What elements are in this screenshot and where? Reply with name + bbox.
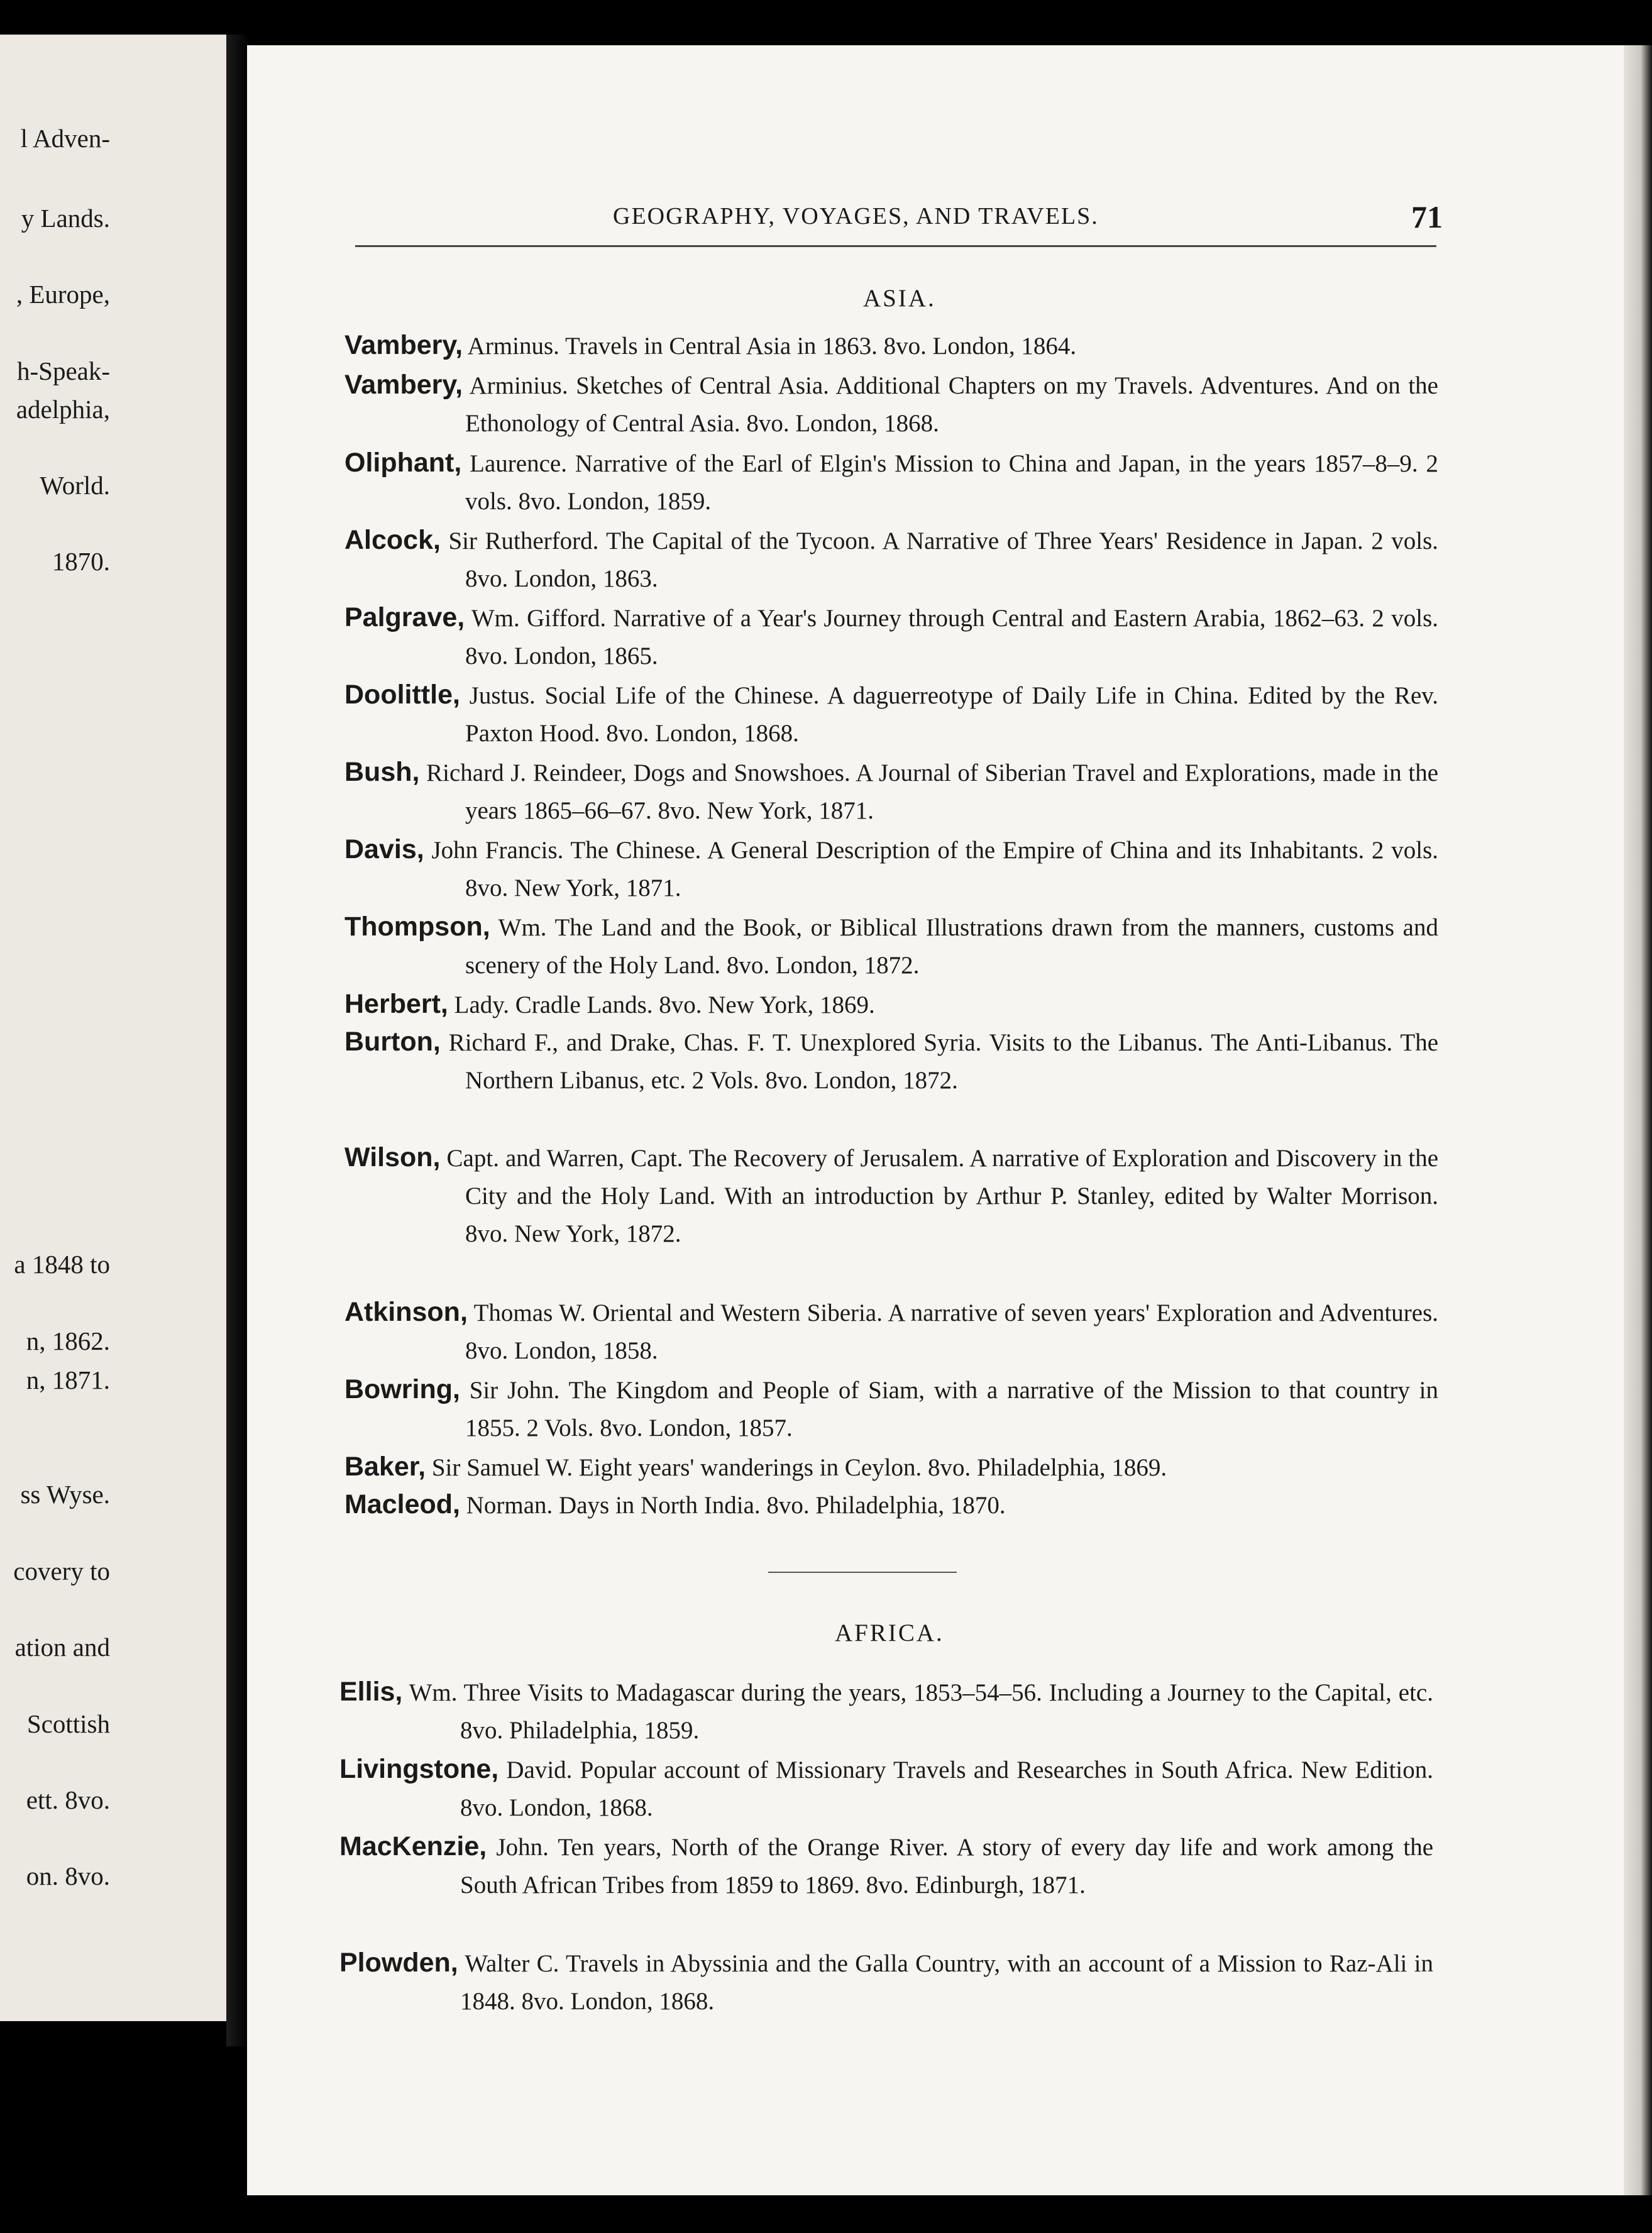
left-page-text: h-Speak- [16,356,110,385]
entry-author: Vambery, [344,330,463,360]
entry-author: Thompson, [344,912,490,942]
left-page-text: l Adven- [20,124,110,153]
entry-author: Burton, [344,1027,441,1057]
entry-text: Arminus. Travels in Central Asia in 1863. 8vo. London, 1864. [467,333,1077,360]
entry-text: Wm. The Land and the Book, or Biblical Illustrations drawn from the manners, customs and scenery of the Holy Land. 8vo. London, 1872. [465,914,1438,979]
entry-text: Wm. Three Visits to Madagascar during the years, 1853–54–56. Including a Journey to the Capital, etc. 8vo. Philadelphia, 1859. [409,1679,1433,1744]
left-page-text: ss Wyse. [20,1480,110,1509]
bibliography-entry [339,1750,1433,1827]
left-page-text: World. [40,471,110,500]
entry-text: Sir John. The Kingdom and People of Siam, with a narrative of the Mission to that country in 1855. 2 Vols. 8vo. London, 1857. [465,1377,1438,1442]
entry-text: Wm. Gifford. Narrative of a Year's Journey through Central and Eastern Arabia, 1862–63. 2 vols. 8vo. London, 1865. [465,605,1439,670]
entry-text: Richard F., and Drake, Chas. F. T. Unexplored Syria. Visits to the Libanus. The Anti-Libanus. The Northern Libanus, etc. 2 Vols. 8vo. London, 1872. [448,1029,1439,1094]
bibliography-entry [344,985,1438,1024]
page-number: 71 [1411,199,1443,234]
facing-page-fragment [0,35,226,2021]
left-page-text: y Lands. [21,204,110,233]
entry-text: Sir Samuel W. Eight years' wanderings in Ceylon. 8vo. Philadelphia, 1869. [431,1454,1167,1481]
entry-author: Plowden, [339,1948,458,1978]
left-page-text: on. 8vo. [26,1861,110,1890]
entry-text: Richard J. Reindeer, Dogs and Snowshoes. A Journal of Siberian Travel and Explorations, made in the years 1865–66–67. 8vo. New York, 1871. [426,759,1439,824]
entry-text: Capt. and Warren, Capt. The Recovery of Jerusalem. A narrative of Exploration and Discovery in the City and the Holy Land. With an introduction by Arthur P. Stanley, edited by Walter Morrison. 8vo. New York, 1872. [446,1145,1439,1247]
entry-author: Vambery, [344,370,463,400]
left-page-text: , Europe, [16,280,110,309]
entry-text: Thomas W. Oriental and Western Siberia. A narrative of seven years' Exploration and Adventures. 8vo. London, 1858. [465,1299,1439,1364]
entry-author: Bush, [344,757,420,787]
entry-author: Livingstone, [339,1754,499,1784]
bibliography-entry [344,1139,1438,1253]
book-gutter [226,35,248,2046]
section-heading-asia: ASIA. [863,285,936,312]
bibliography-entry [344,1293,1438,1370]
entry-author: Davis, [344,834,424,864]
bibliography-entry [344,1448,1438,1487]
left-page-text: adelphia, [16,395,110,424]
bibliography-entry [344,366,1438,443]
bibliography-entry [344,444,1438,521]
left-page-text: a 1848 to [14,1250,110,1279]
bibliography-entry [339,1944,1433,2021]
left-page-text: ett. 8vo. [26,1785,110,1814]
left-page-text: covery to [13,1557,110,1585]
bibliography-entry [344,753,1438,830]
entry-author: Atkinson, [344,1297,468,1327]
left-page-text: 1870. [52,547,110,576]
entry-text: Arminius. Sketches of Central Asia. Additional Chapters on my Travels. Adventures. And on the Ethonology of Central Asia. 8vo. London, 1868. [465,372,1438,437]
entry-author: Herbert, [344,989,448,1019]
bibliography-entry [344,1023,1438,1100]
entry-author: Bowring, [344,1374,460,1404]
entry-text: Norman. Days in North India. 8vo. Philadelphia, 1870. [466,1492,1006,1519]
bibliography-entry [344,676,1438,753]
left-page-text: Scottish [26,1709,110,1738]
entry-text: Walter C. Travels in Abyssinia and the Galla Country, with an account of a Mission to Raz-Ali in 1848. 8vo. London, 1868. [460,1950,1434,2015]
entry-text: David. Popular account of Missionary Travels and Researches in South Africa. New Edition. 8vo. London, 1868. [460,1756,1433,1821]
left-page-text: n, 1862. [26,1326,110,1355]
left-page-text: n, 1871. [26,1365,110,1394]
entry-author: Oliphant, [344,448,462,478]
entry-text: Lady. Cradle Lands. 8vo. New York, 1869. [454,991,875,1018]
bibliography-entry [344,1370,1438,1447]
entry-text: Justus. Social Life of the Chinese. A daguerreotype of Daily Life in China. Edited by the Rev. Paxton Hood. 8vo. London, 1868. [465,682,1439,747]
entry-author: MacKenzie, [339,1831,487,1861]
header-rule [355,245,1436,247]
left-page-text: ation and [14,1633,110,1662]
bibliography-entry [344,598,1438,675]
entry-author: Alcock, [344,525,441,555]
bibliography-entry [344,326,1438,365]
bibliography-entry [344,1486,1438,1525]
entry-author: Baker, [344,1452,426,1482]
bibliography-entry [339,1828,1433,1904]
entry-author: Doolittle, [344,680,460,710]
bibliography-entry [344,521,1438,598]
entry-author: Ellis, [339,1677,403,1707]
entry-text: Sir Rutherford. The Capital of the Tycoon. A Narrative of Three Years' Residence in Japan. 2 vols. 8vo. London, 1863. [448,527,1439,592]
section-divider [768,1572,957,1573]
page-edge [1624,45,1652,2195]
entry-author: Palgrave, [344,602,465,632]
entry-author: Wilson, [344,1142,441,1172]
entry-author: Macleod, [344,1489,460,1519]
bibliography-entry [344,830,1438,907]
section-heading-africa: AFRICA. [835,1619,944,1646]
entry-text: John. Ten years, North of the Orange River. A story of every day life and work among the South African Tribes from 1859 to 1869. 8vo. Edinburgh, 1871. [460,1834,1434,1899]
running-head: GEOGRAPHY, VOYAGES, AND TRAVELS. [613,203,1099,229]
entry-text: Laurence. Narrative of the Earl of Elgin's Mission to China and Japan, in the years 1857–8–9. 2 vols. 8vo. London, 1859. [465,450,1438,515]
bibliography-entry [339,1673,1433,1750]
bibliography-entry [344,908,1438,984]
entry-text: John Francis. The Chinese. A General Description of the Empire of China and its Inhabitants. 2 vols. 8vo. New York, 1871. [431,837,1438,901]
